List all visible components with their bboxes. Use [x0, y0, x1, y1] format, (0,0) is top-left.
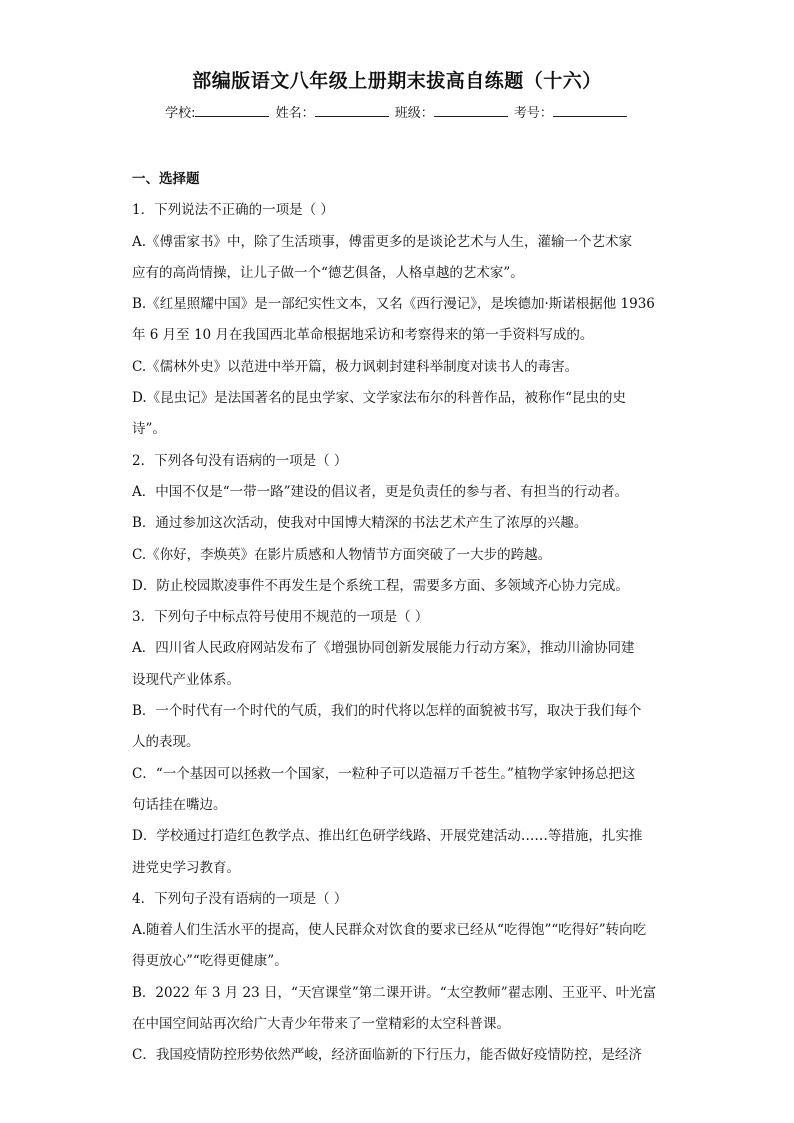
- name-blank[interactable]: [315, 104, 389, 117]
- section-heading: 一、选择题: [132, 171, 200, 187]
- text-line: 诗”。: [132, 421, 166, 438]
- text-line: 年 6 月至 10 月在我国西北革命根据地采访和考察得来的第一手资料写成的。: [132, 327, 594, 344]
- text-line: 在中国空间站再次给广大青少年带来了一堂精彩的太空科普课。: [132, 1016, 510, 1033]
- page-title: 部编版语文八年级上册期末拔高自练题（十六）: [192, 70, 602, 92]
- text-line: 得更放心”“吃得更健康”。: [132, 953, 288, 970]
- text-line: 人的表现。: [132, 734, 200, 751]
- text-line: B．通过参加这次活动，使我对中国博大精深的书法艺术产生了浓厚的兴趣。: [132, 515, 588, 532]
- text-line: B．一个时代有一个时代的气质，我们的时代将以怎样的面貌被书写，取决于我们每个: [132, 703, 642, 720]
- class-label: 班级：: [394, 106, 434, 121]
- text-line: 进党史学习教育。: [132, 859, 240, 876]
- text-line: C．我国疫情防控形势依然严峻，经济面临新的下行压力，能否做好疫情防控，是经济: [132, 1047, 642, 1064]
- name-label: 姓名：: [275, 106, 315, 121]
- school-label: 学校:: [165, 106, 196, 121]
- text-line: B.《红星照耀中国》是一部纪实性文本，又名《西行漫记》，是埃德加·斯诺根据他 1936: [132, 296, 655, 313]
- text-line: D.《昆虫记》是法国著名的昆虫学家、文学家法布尔的科普作品，被称作“昆虫的史: [132, 390, 627, 407]
- text-line: 4．下列句子没有语病的一项是（ ）: [132, 890, 348, 907]
- text-line: A.随着人们生活水平的提高，使人民群众对饮食的要求已经从“吃得饱”“吃得好”转向吃: [132, 922, 647, 939]
- number-blank[interactable]: [553, 104, 627, 117]
- text-line: 1．下列说法不正确的一项是（ ）: [132, 202, 334, 219]
- number-label: 考号：: [513, 106, 553, 121]
- text-line: 2．下列各句没有语病的一项是（ ）: [132, 452, 348, 469]
- text-line: D．学校通过打造红色教学点、推出红色研学线路、开展党建活动……等措施，扎实推: [132, 828, 643, 845]
- text-line: A.《傅雷家书》中，除了生活琐事，傅雷更多的是谈论艺术与人生，灌输一个艺术家: [132, 233, 633, 250]
- text-line: C．“一个基因可以拯救一个国家，一粒种子可以造福万千苍生。”植物学家钟扬总把这: [132, 765, 636, 782]
- class-blank[interactable]: [434, 104, 508, 117]
- text-line: A．四川省人民政府网站发布了《增强协同创新发展能力行动方案》，推动川渝协同建: [132, 640, 635, 657]
- text-line: 3．下列句子中标点符号使用不规范的一项是（ ）: [132, 609, 429, 626]
- text-line: D．防止校园欺凌事件不再发生是个系统工程，需要多方面、多领域齐心协力完成。: [132, 577, 629, 594]
- school-blank[interactable]: [195, 104, 269, 117]
- text-line: 设现代产业体系。: [132, 671, 240, 688]
- text-line: B．2022 年 3 月 23 日，“天宫课堂”第二课开讲。“太空教师”翟志刚、王亚平、叶光富: [132, 984, 657, 1001]
- text-line: 应有的高尚情操，让儿子做一个“德艺俱备，人格卓越的艺术家”。: [132, 264, 524, 281]
- text-line: C.《儒林外史》以范进中举开篇，极力讽刺封建科举制度对读书人的毒害。: [132, 358, 579, 375]
- text-line: A．中国不仅是“一带一路”建设的倡议者，更是负责任的参与者、有担当的行动者。: [132, 483, 629, 500]
- text-line: 句话挂在嘴边。: [132, 796, 227, 813]
- student-info-line: [0, 102, 794, 121]
- text-line: C.《你好，李焕英》在影片质感和人物情节方面突破了一大步的跨越。: [132, 546, 552, 563]
- question-content: [132, 164, 662, 1072]
